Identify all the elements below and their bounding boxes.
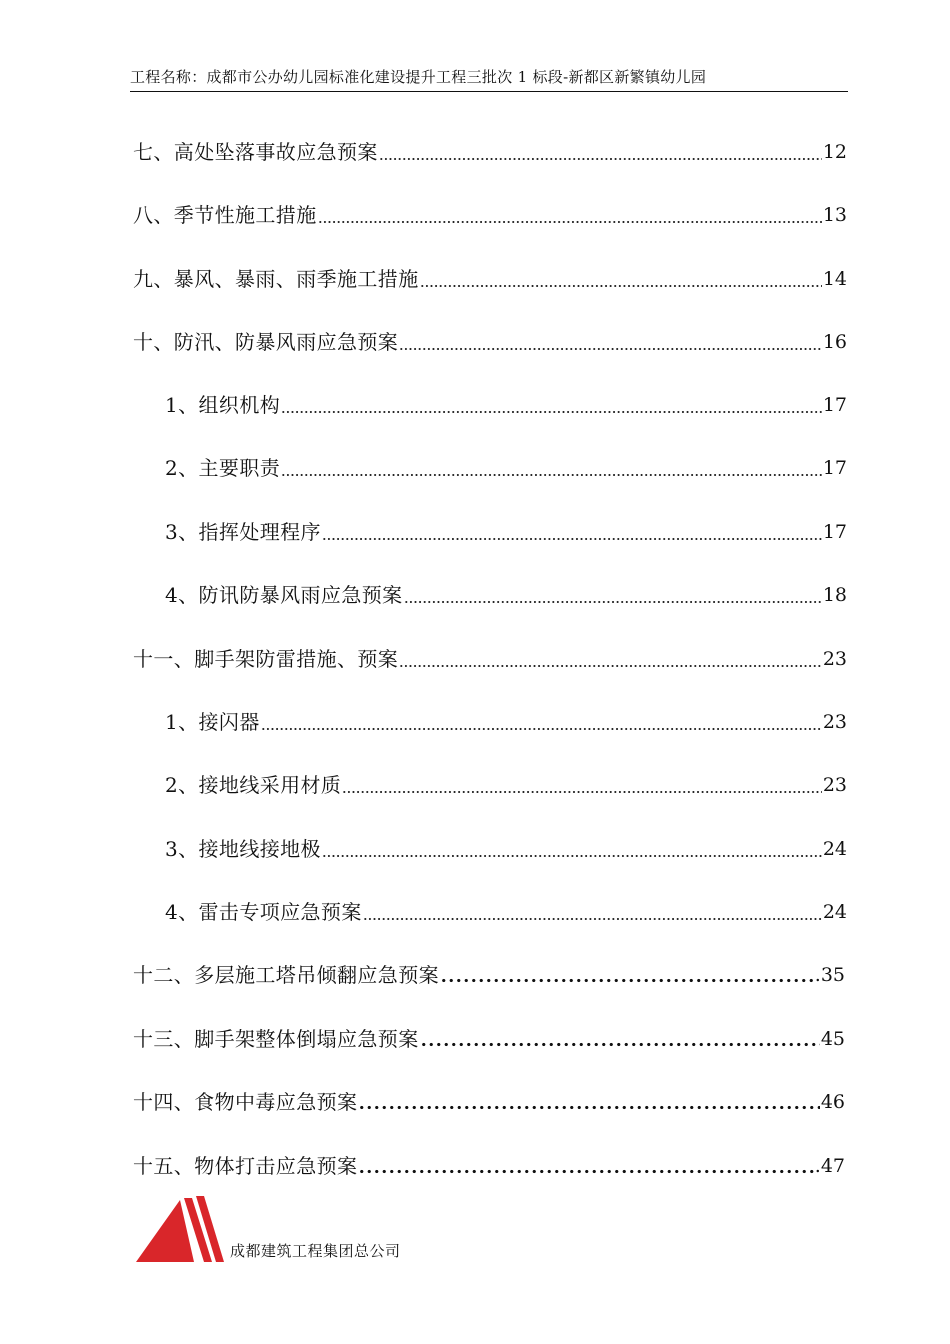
toc-dot-leader [281, 393, 822, 417]
toc-entry[interactable] [133, 322, 847, 354]
toc-entry-label: 十三、脚手架整体倒塌应急预案 [133, 1027, 419, 1051]
toc-entry-page: 45 [820, 1028, 845, 1050]
toc-subentry[interactable] [165, 512, 847, 544]
toc-bullet-leader [420, 1027, 820, 1051]
toc-dot-leader [379, 140, 822, 164]
toc-entry-page: .47 [814, 1155, 845, 1177]
toc-entry-label: 3、接地线接地极 [165, 837, 321, 861]
toc-entry-label: 十二、多层施工塔吊倾翻应急预案 [133, 963, 439, 987]
toc-entry[interactable] [133, 639, 847, 671]
toc-bullet-leader [358, 1090, 819, 1114]
toc-entry[interactable] [133, 1019, 845, 1051]
page-header [130, 66, 848, 92]
toc-dot-leader [322, 520, 822, 544]
toc-entry-page: 23 [822, 711, 847, 733]
toc-entry-page: 24 [822, 901, 847, 923]
toc-subentry[interactable] [165, 385, 847, 417]
toc-subentry[interactable] [165, 765, 847, 797]
toc-entry-page: 13 [822, 204, 847, 226]
toc-dot-leader [261, 710, 822, 734]
toc-entry[interactable] [133, 195, 847, 227]
toc-subentry[interactable] [165, 575, 847, 607]
toc-entry-label: 1、接闪器 [165, 710, 260, 734]
header-project-name: 工程名称：成都市公办幼儿园标准化建设提升工程三批次 1 标段-新都区新繁镇幼儿园 [130, 68, 707, 86]
toc-dot-leader [399, 647, 822, 671]
toc-entry[interactable] [133, 132, 847, 164]
toc-dot-leader [404, 583, 822, 607]
company-name: 成都建筑工程集团总公司 [230, 1242, 401, 1260]
toc-entry-label: 十四、食物中毒应急预案 [133, 1090, 358, 1114]
page-footer [136, 1192, 536, 1272]
toc-entry-page: 18 [822, 584, 847, 606]
toc-subentry[interactable] [165, 892, 847, 924]
toc-dot-leader [363, 900, 822, 924]
toc-bullet-leader [358, 1154, 813, 1178]
toc-entry-label: 十、防汛、防暴风雨应急预案 [133, 330, 399, 354]
toc-entry-label: 十五、物体打击应急预案 [133, 1154, 358, 1178]
toc-subentry[interactable] [165, 829, 847, 861]
toc-dot-leader [322, 837, 822, 861]
toc-entry-page: 17 [822, 457, 847, 479]
toc-subentry[interactable] [165, 702, 847, 734]
toc-entry[interactable] [133, 1146, 845, 1178]
toc-dot-leader [342, 773, 821, 797]
toc-dot-leader [420, 267, 822, 291]
toc-entry-label: 十一、脚手架防雷措施、预案 [133, 647, 399, 671]
toc-entry[interactable] [133, 259, 847, 291]
toc-entry-page: 23 [822, 648, 847, 670]
toc-entry-page: 16 [822, 331, 847, 353]
toc-entry-page: 23 [822, 774, 847, 796]
toc-entry-page: 14 [822, 268, 847, 290]
toc-entry-label: 七、高处坠落事故应急预案 [133, 140, 378, 164]
toc-entry-page: 46 [820, 1091, 845, 1113]
toc-entry-label: 4、防讯防暴风雨应急预案 [165, 583, 403, 607]
toc-entry-page: 17 [822, 394, 847, 416]
company-logo-icon [136, 1192, 226, 1264]
toc-entry-label: 2、主要职责 [165, 456, 281, 480]
toc-entry-label: 4、雷击专项应急预案 [165, 900, 362, 924]
toc-entry-label: 1、组织机构 [165, 393, 281, 417]
toc-entry-page: 17 [822, 521, 847, 543]
toc-entry-page: 24 [822, 838, 847, 860]
toc-entry[interactable] [133, 1082, 845, 1114]
toc-dot-leader [399, 330, 822, 354]
toc-entry-page: 12 [822, 141, 847, 163]
toc-entry-page: .35 [814, 964, 845, 986]
toc-dot-leader [281, 456, 822, 480]
toc-subentry[interactable] [165, 448, 847, 480]
toc-entry[interactable] [133, 955, 845, 987]
toc-entry-label: 3、指挥处理程序 [165, 520, 321, 544]
toc-entry-label: 八、季节性施工措施 [133, 203, 317, 227]
toc-entry-label: 九、暴风、暴雨、雨季施工措施 [133, 267, 419, 291]
toc-dot-leader [318, 203, 822, 227]
toc-bullet-leader [440, 963, 814, 987]
toc-entry-label: 2、接地线采用材质 [165, 773, 342, 797]
